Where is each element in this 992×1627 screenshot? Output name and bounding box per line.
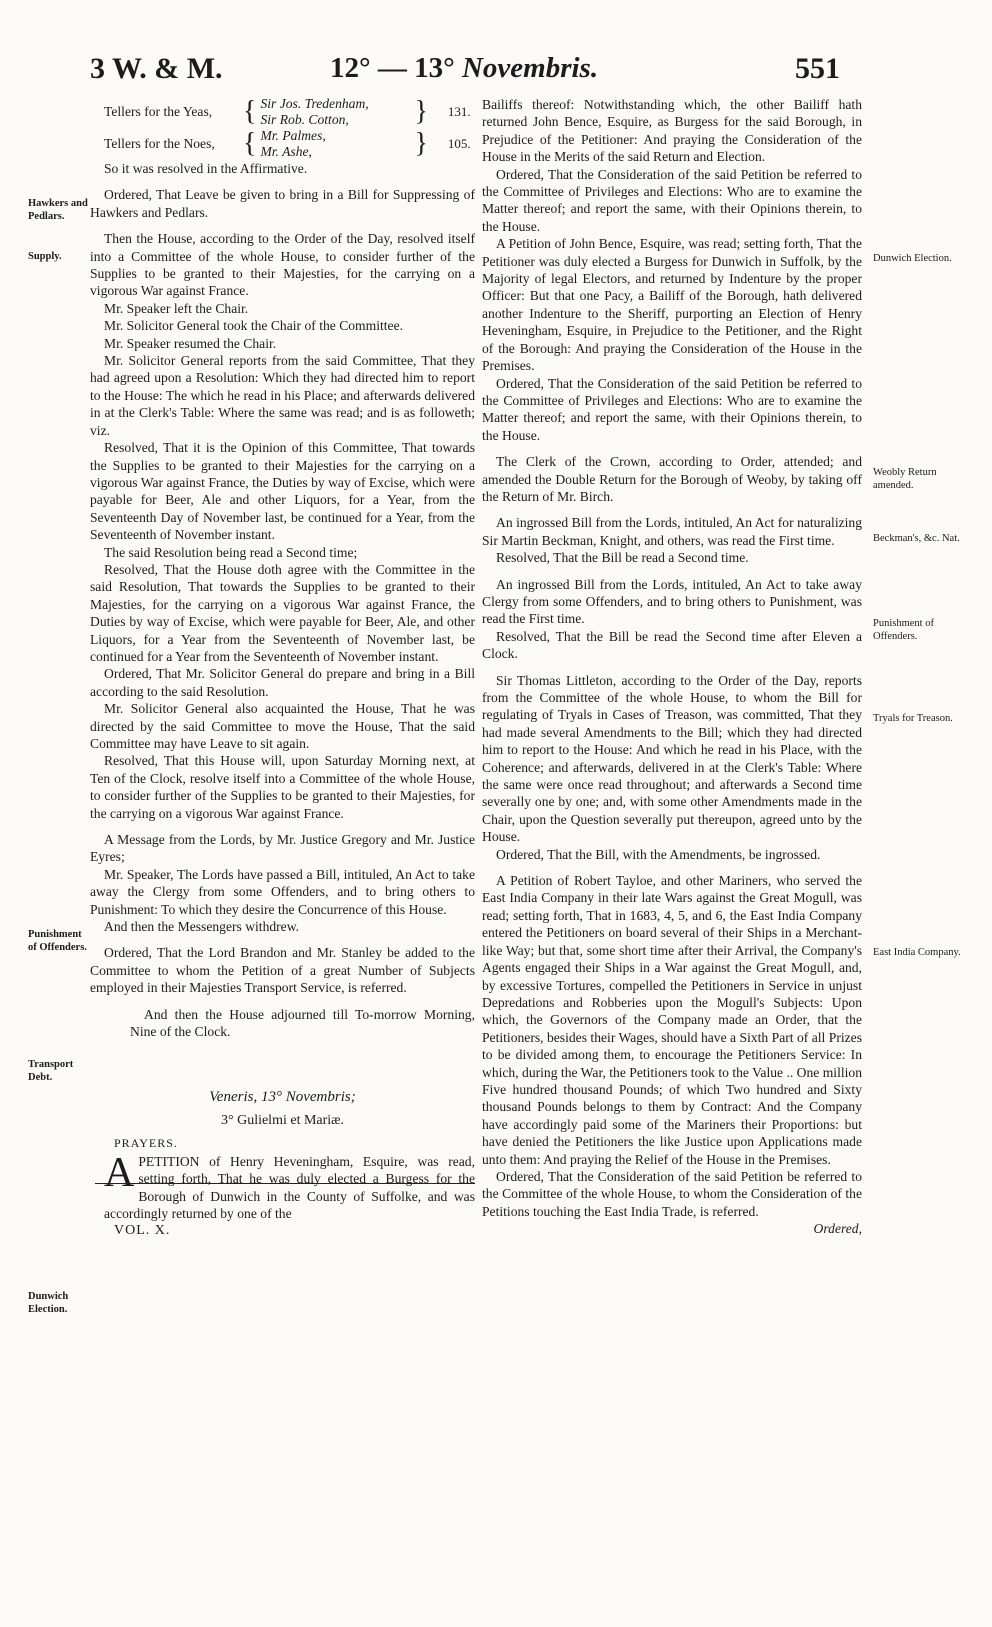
margin-note-beckman: Beckman's, &c. Nat. bbox=[873, 533, 960, 544]
paragraph: Resolved, That it is the Opinion of this Committee, That towards the Supplies to be granted to their Majesties for the carrying on a vigorous War against France, the Duties by way of Excise, which were payable for Beer, Ale and other Liquors, for a Year, from the Seventeenth Day of November last, be continued for a Year, from the Seventeenth of November instant. bbox=[90, 440, 475, 543]
paragraph: The said Resolution being read a Second time; bbox=[104, 544, 358, 560]
paragraph: Ordered, That the Consideration of the said Petition be referred to the Committee of Privileges and Elections: Who are to examine the Matter thereof; and report the same, with their Opinions therein, to the House. bbox=[482, 166, 862, 234]
section-spacer bbox=[90, 1041, 475, 1089]
teller-name: Sir Jos. Tredenham, bbox=[260, 96, 369, 111]
paragraph: Ordered, That the Consideration of the said Petition be referred to the Committee of Privileges and Elections: Who are to examine the Matter thereof; and report the same, with their Opinions therein, to the House. bbox=[482, 375, 862, 443]
margin-note-weobly: Weobly Return amended. bbox=[873, 467, 937, 491]
margin-note-punishment: Punishment of Offenders. bbox=[28, 929, 87, 953]
paragraph: Mr. Speaker, The Lords have passed a Bill, intituled, An Act to take away the Clergy from some Offenders, and to bring others to Punishment: To which they desire the Concurrence of this House. bbox=[90, 866, 475, 917]
margin-note-supply: Supply. bbox=[28, 251, 62, 262]
paragraph-hawkers: Ordered, That Leave be given to bring in a Bill for Suppressing of Hawkers and Pedlars. bbox=[90, 187, 475, 220]
prayers-heading: PRAYERS. bbox=[114, 1136, 178, 1151]
brace-icon: { bbox=[243, 96, 257, 127]
paragraph: Mr. Solicitor General took the Chair of the Committee. bbox=[104, 318, 404, 334]
paragraph-transport: Ordered, That the Lord Brandon and Mr. Stanley be added to the Committee to whom the Petition of a great Number of Subjects employed in their Majesties Transport Service, is referred. bbox=[90, 945, 475, 996]
teller-name: Mr. Ashe, bbox=[260, 144, 312, 159]
dateline: Veneris, 13° Novembris; bbox=[209, 1088, 356, 1105]
paragraph: Ordered, That Mr. Solicitor General do prepare and bring in a Bill according to the said Resolution. bbox=[90, 666, 475, 699]
drop-cap: A bbox=[104, 1149, 135, 1196]
margin-note-dunwich: Dunwich Election. bbox=[28, 1291, 69, 1315]
tellers-yeas-count: 131. bbox=[447, 104, 471, 119]
margin-note-transport: Transport Debt. bbox=[28, 1059, 74, 1083]
teller-name: Mr. Palmes, bbox=[260, 128, 326, 143]
margin-note-tryals: Tryals for Treason. bbox=[873, 713, 953, 724]
paragraph: A Petition of John Bence, Esquire, was read; setting forth, That the Petitioner was duly elected a Burgess for Dunwich in Suffolk, by the Majority of legal Electors, and returned by Indenture by the proper Officer: But that one Pacy, a Bailiff of the Borough, hath delivered another Indenture to the Sheriff, purporting an Election of Henry Heveningham, Esquire, in Prejudice to the Petitioner, and the Right of the Borough: And praying the Consideration of the House in the Premises. bbox=[482, 236, 862, 374]
margin-note-east-india: East India Company. bbox=[873, 947, 961, 958]
running-head-date bbox=[330, 52, 598, 85]
brace-icon: } bbox=[414, 128, 428, 159]
paragraph-punishment: An ingrossed Bill from the Lords, intituled, An Act to take away Clergy from some Offenders, and to bring others to Punishment, was read the First time. bbox=[482, 576, 862, 627]
margin-note-punishment-right: Punishment of Offenders. bbox=[873, 618, 934, 642]
tellers-yeas-names bbox=[260, 96, 410, 128]
paragraph-tryals: Sir Thomas Littleton, according to the Order of the Day, reports from the Committee of the whole House, to whom the Bill for regulating of Tryals in Cases of Treason, was committed, That they had made several Amendments to the Bill; which they had directed him to report to the House: And which he read in his Place, with the Coherence; and afterwards, delivered in at the Clerk's Table: Where the same were once read throughout; and afterwards a Second time severally one by one; and, with some other Amendments made in the Chair, upon the Question severally put thereupon, agreed unto by the House. bbox=[482, 672, 862, 845]
paragraph: Resolved, That the House doth agree with the Committee in the said Resolution, That towards the Supplies to be granted to their Majesties, for the carrying on a vigorous War against France, the Duties by way of Excise, which were payable for Beer, Ale, and other Liquors, for a Year from the Seventeenth of November last, be continued for a Year from the Seventeenth of November instant. bbox=[90, 561, 475, 664]
right-column bbox=[482, 96, 862, 1238]
margin-note-hawkers: Hawkers and Pedlars. bbox=[28, 198, 88, 222]
running-head-left: 3 W. & M. bbox=[90, 52, 223, 85]
tellers-noes-count: 105. bbox=[447, 136, 471, 151]
tellers-yeas bbox=[104, 96, 475, 128]
running-head-month: Novembris. bbox=[461, 52, 599, 84]
tellers-noes-names bbox=[260, 128, 410, 160]
margin-note-dunwich-right: Dunwich Election. bbox=[873, 253, 952, 264]
paragraph: Mr. Speaker left the Chair. bbox=[104, 300, 249, 316]
paragraph: Mr. Speaker resumed the Chair. bbox=[104, 335, 277, 351]
paragraph: Ordered, That the Consideration of the said Petition be referred to the Committee of the whole House, to whom the Consideration of the Petitions touching the East India Trade, is referred. bbox=[482, 1168, 862, 1219]
paragraph: Resolved, That the Bill be read a Second time. bbox=[496, 550, 749, 566]
paragraph-dunwich-text: PETITION of Henry Heveningham, Esquire, was read, setting forth, That he was duly elected a Burgess for the Borough of Dunwich in the County of Suffolke, and was accordingly returned by one of the bbox=[104, 1153, 475, 1221]
teller-name: Sir Rob. Cotton, bbox=[260, 112, 349, 127]
paragraph: And then the Messengers withdrew. bbox=[104, 919, 300, 935]
paragraph: Ordered, That the Bill, with the Amendments, be ingrossed. bbox=[496, 846, 821, 862]
paragraph: Bailiffs thereof: Notwithstanding which, the other Bailiff hath returned John Bence, Esquire, as Burgess for the said Borough, in Prejudice of the Petitioner: And praying the Consideration of the House in the Merits of the said Return and Election. bbox=[482, 97, 862, 165]
left-column bbox=[90, 96, 475, 1240]
paragraph-beckman: An ingrossed Bill from the Lords, intituled, An Act for naturalizing Sir Martin Beckman, Knight, and others, was read the First time. bbox=[482, 515, 862, 548]
brace-icon: { bbox=[243, 128, 257, 159]
paragraph: Mr. Solicitor General also acquainted the House, That he was directed by the said Committee to move the House, That the said Committee may have Leave to sit again. bbox=[90, 701, 475, 751]
resolved-affirmative: So it was resolved in the Affirmative. bbox=[104, 161, 308, 176]
paragraph-supply: Then the House, according to the Order of the Day, resolved itself into a Committee of the whole House, to consider further of the Supplies to be granted to their Majesties, for the carrying on a vigorous War against France. bbox=[90, 231, 475, 299]
paragraph-east-india: A Petition of Robert Tayloe, and other Mariners, who served the East India Company in their late Wars against the Great Mogull, was read; setting forth, That in 1683, 4, 5, and 6, the East India Company entered the Petitioners on board several of their Ships in a Merchant-like Way; but that, some short time after their Arrival, the Company's Agents engaged their Ships in a War against the Great Mogull, and, by excessive Tortures, compelled the Petitioners in Service in unjust Depredations and Robberies upon the Mogull's Subjects: Upon which, the Governors of the Company made an Order, that the Petitioners, besides their Wages, should have a Sixth Part of all Prizes to be divided among them, to encourage the Petitioners Service: In which, during the War, the Petitioners took to the Value .. One million Five hundred thousand Pounds; of which Two hundred and Sixty thousand Pounds belongs to them by Contract: And the Company have accordingly paid some of the Mariners their Proportions: but have denied the Petitioners the like Justice upon Applications made unto them: And praying the Relief of the House in the Premises. bbox=[482, 873, 862, 1167]
paragraph: Resolved, That the Bill be read the Second time after Eleven a Clock. bbox=[482, 628, 862, 662]
tellers-noes-label: Tellers for the Noes, bbox=[104, 136, 215, 151]
section-rule bbox=[95, 1183, 475, 1184]
brace-icon: } bbox=[414, 96, 428, 127]
paragraph: Resolved, That this House will, upon Saturday Morning next, at Ten of the Clock, resolve itself into a Committee of the whole House, to consider further of the Supplies to be granted to their Majesties, for the carrying on a vigorous War against France. bbox=[90, 753, 475, 821]
paragraph-adjourn: And then the House adjourned till To-morrow Morning, Nine of the Clock. bbox=[130, 1006, 475, 1040]
page-number: 551 bbox=[795, 52, 840, 85]
paragraph-message: A Message from the Lords, by Mr. Justice Gregory and Mr. Justice Eyres; bbox=[90, 832, 475, 865]
tellers-yeas-label: Tellers for the Yeas, bbox=[104, 104, 213, 119]
running-head-date-prefix: 12° — 13° bbox=[330, 52, 455, 84]
paragraph: Mr. Solicitor General reports from the said Committee, That they had agreed upon a Resolution: Which they had directed him to report to the House: The which he read in his Place; and afterwards delivered in at the Clerk's Table: Where the same was read; and is as followeth; viz. bbox=[90, 353, 475, 438]
paragraph-dunwich bbox=[104, 1149, 475, 1223]
regnal-year: 3° Gulielmi et Mariæ. bbox=[220, 1112, 345, 1128]
paragraph-weobly: The Clerk of the Crown, according to Order, attended; and amended the Double Return for the Borough of Weoby, by taking off the Return of Mr. Birch. bbox=[482, 454, 862, 504]
catchword: Ordered, bbox=[813, 1221, 862, 1237]
volume-signature: VOL. X. bbox=[114, 1223, 171, 1239]
tellers-noes bbox=[104, 128, 475, 160]
